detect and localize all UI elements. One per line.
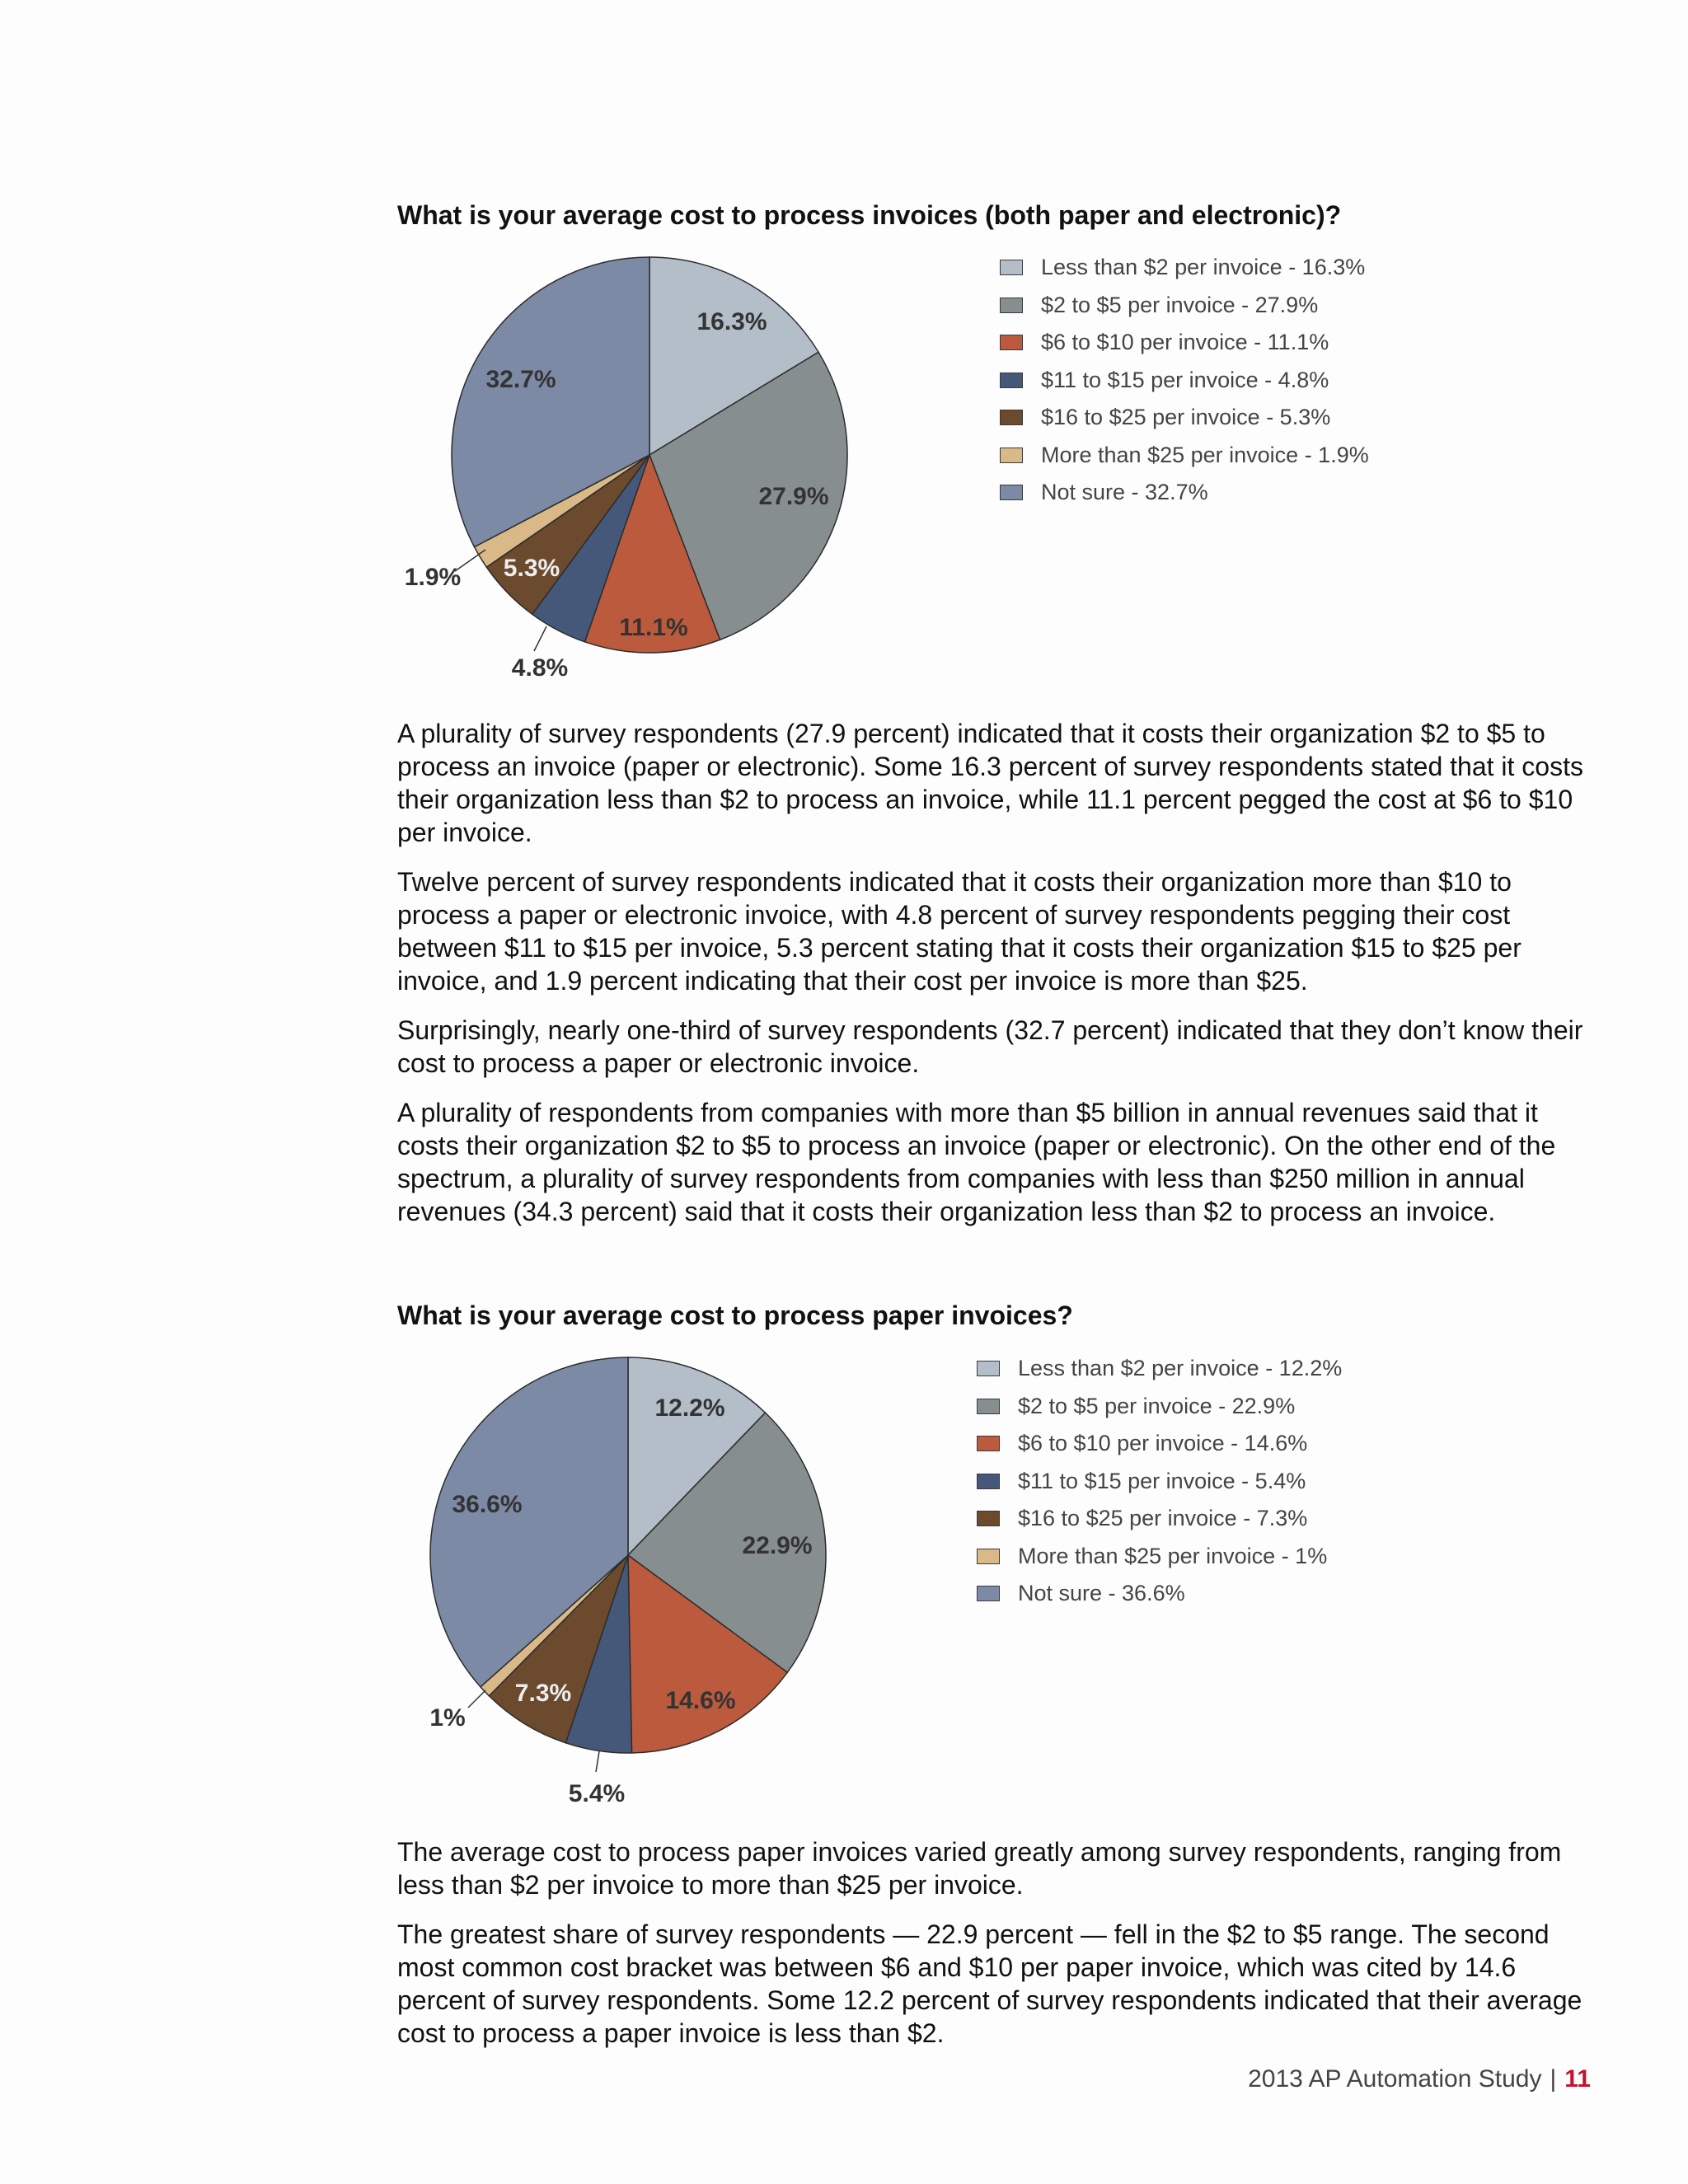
chart2-legend-swatch-1 [977,1361,1000,1376]
chart2-legend-swatch-7 [977,1586,1000,1601]
chart2-legend-item-1 [977,1350,1342,1388]
chart2-legend-label-1: Less than $2 per invoice - 12.2% [1018,1356,1343,1381]
section1-paragraph-3: Surprisingly, nearly one-third of survey respondents (32.7 percent) indicated that they don’t know their cost to process a paper or electronic invoice. [397,1015,1583,1078]
chart1-legend-label-6: More than $25 per invoice - 1.9% [1041,442,1369,467]
chart1-legend-item-5 [1000,399,1369,437]
chart1-legend-swatch-3 [1000,335,1023,350]
chart1-pie [0,247,865,692]
chart2-data-label-4: 5.4% [568,1779,626,1807]
chart2-data-label-2: 22.9% [742,1531,813,1559]
chart1-legend-item-2 [1000,287,1369,325]
chart1-legend-label-7: Not sure - 32.7% [1041,480,1208,505]
footer-separator: | [1550,2065,1557,2093]
chart2-data-label-6: 1% [429,1704,466,1732]
chart1-legend-item-7 [1000,474,1369,512]
chart2-data-label-1: 12.2% [654,1394,725,1422]
chart2-legend [977,1350,1342,1613]
chart2-legend-swatch-4 [977,1474,1000,1489]
chart1-data-label-1: 16.3% [696,307,767,335]
chart1-legend-item-1 [1000,249,1369,287]
chart1-legend-swatch-5 [1000,410,1023,425]
chart2-legend-item-6 [977,1538,1342,1576]
chart2-leader-line-4 [596,1751,599,1772]
chart2-pie [0,1343,865,1821]
chart1-legend-swatch-4 [1000,373,1023,388]
chart1-legend-label-1: Less than $2 per invoice - 16.3% [1041,255,1366,280]
chart2-data-label-7: 36.6% [452,1490,523,1518]
chart1-legend-label-3: $6 to $10 per invoice - 11.1% [1041,330,1329,355]
chart2-legend-label-4: $11 to $15 per invoice - 5.4% [1018,1468,1306,1493]
chart2-legend-item-5 [977,1500,1342,1538]
section1-paragraph-2: Twelve percent of survey respondents indicated that it costs their organization more than $10 to process a paper or electronic invoice, with 4.8 percent of survey respondents pegging their cost between $11 to $15 per invoice, 5.3 percent stating that it costs their organization $15 to $25 per invoice, and 1.9 percent indicating that their cost per invoice is more than $25. [397,867,1522,996]
chart1-data-label-2: 27.9% [758,482,829,510]
chart1-legend-label-5: $16 to $25 per invoice - 5.3% [1041,405,1331,430]
chart1-legend-item-4 [1000,362,1369,400]
chart1-legend [1000,249,1369,512]
chart2-legend-swatch-2 [977,1399,1000,1414]
section1-paragraph-4: A plurality of respondents from companies with more than $5 billion in annual revenues said that it costs their organization $2 to $5 to process an invoice (paper or electronic). On the other end of the spectrum, a plurality of survey respondents from companies with less than $250 million in annual revenues (34.3 percent) said that it costs their organization less than $2 to process an invoice. [397,1098,1556,1226]
chart2-legend-item-3 [977,1425,1342,1463]
chart2-leader-line-6 [468,1690,485,1708]
chart1-data-label-5: 5.3% [503,554,560,582]
chart2-legend-label-2: $2 to $5 per invoice - 22.9% [1018,1393,1296,1418]
footer-study-title: 2013 AP Automation Study [1248,2065,1542,2093]
chart2-legend-swatch-6 [977,1549,1000,1564]
section2-paragraph-2: The greatest share of survey respondents — 22.9 percent — fell in the $2 to $5 range. The second most common cost bracket was between $6 and $10 per paper invoice, which was cited by 14.6 percent of survey respondents. Some 12.2 percent of survey respondents indicated that their average cost to process a paper invoice is less than $2. [397,1919,1582,2048]
chart2-legend-label-6: More than $25 per invoice - 1% [1018,1543,1328,1568]
chart2-legend-item-2 [977,1388,1342,1426]
chart1-legend-swatch-2 [1000,298,1023,313]
chart2-data-label-5: 7.3% [514,1679,572,1707]
chart1-data-label-7: 32.7% [485,365,556,393]
section1-paragraph-1: A plurality of survey respondents (27.9 percent) indicated that it costs their organization $2 to $5 to process an invoice (paper or electronic). Some 16.3 percent of survey respondents stated that it costs their organization less than $2 to process an invoice, while 11.1 percent pegged the cost at $6 to $10 per invoice. [397,719,1583,847]
chart1-legend-label-4: $11 to $15 per invoice - 4.8% [1041,367,1329,392]
chart2-title: What is your average cost to process paper invoices? [397,1301,1073,1330]
chart2-legend-label-3: $6 to $10 per invoice - 14.6% [1018,1431,1308,1456]
chart1-data-label-3: 11.1% [619,613,688,641]
chart2-legend-label-5: $16 to $25 per invoice - 7.3% [1018,1506,1308,1531]
chart2-legend-item-7 [977,1575,1342,1613]
chart2-data-label-3: 14.6% [665,1686,736,1714]
page-footer [1248,2065,1591,2093]
page-number: 11 [1564,2065,1591,2093]
section2-paragraph-1: The average cost to process paper invoices varied greatly among survey respondents, ranging from less than $2 per invoice to more than $25 per invoice. [397,1837,1562,1900]
section1-text [397,717,1601,1244]
chart2-legend-swatch-5 [977,1511,1000,1526]
chart1-title: What is your average cost to process invoices (both paper and electronic)? [397,200,1342,230]
section2-text [397,1835,1601,2066]
chart1-legend-label-2: $2 to $5 per invoice - 27.9% [1041,292,1319,317]
chart2-legend-swatch-3 [977,1436,1000,1451]
chart1-legend-item-3 [1000,324,1369,362]
chart1-leader-line-4 [534,626,546,651]
chart1-data-label-4: 4.8% [511,654,569,682]
chart2-legend-item-4 [977,1463,1342,1501]
chart2-legend-label-7: Not sure - 36.6% [1018,1581,1185,1606]
chart1-legend-swatch-1 [1000,260,1023,275]
chart1-data-label-6: 1.9% [404,563,462,591]
chart1-legend-swatch-6 [1000,448,1023,463]
chart1-legend-item-6 [1000,437,1369,475]
chart1-legend-swatch-7 [1000,485,1023,500]
